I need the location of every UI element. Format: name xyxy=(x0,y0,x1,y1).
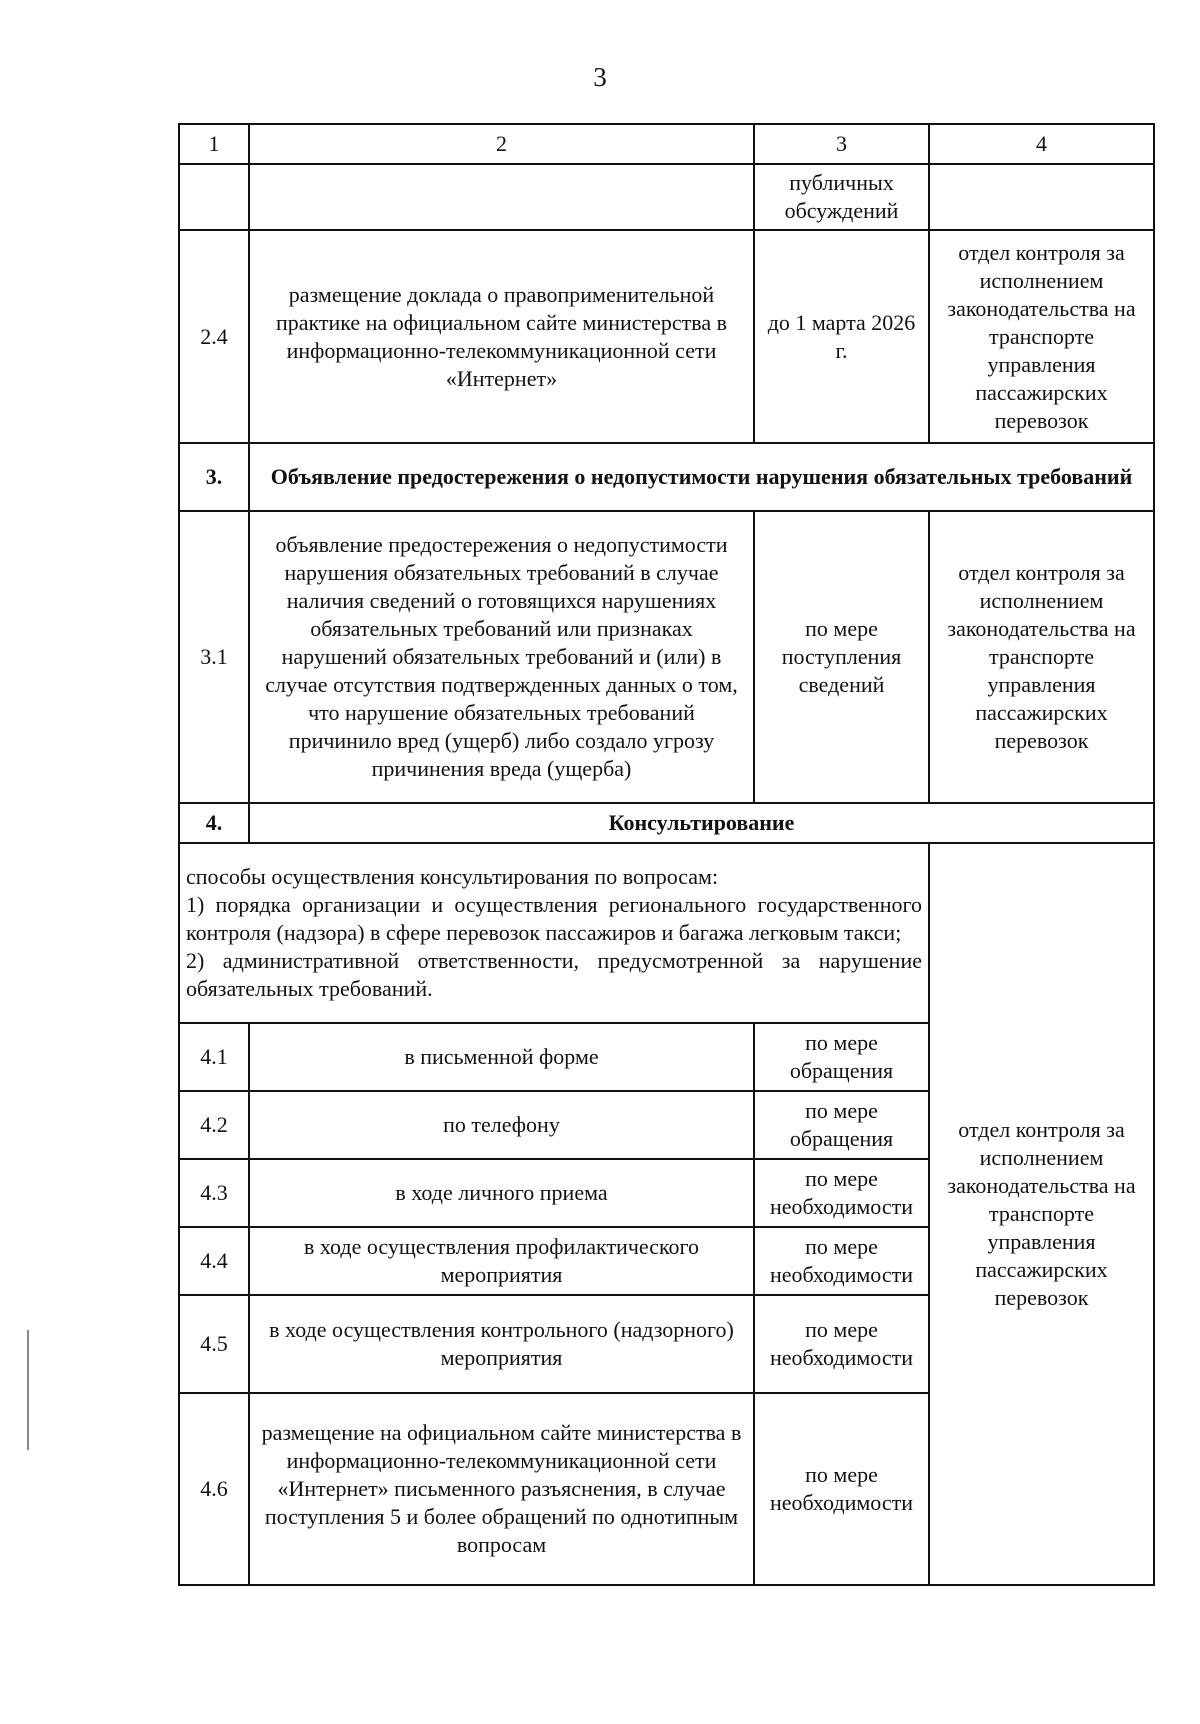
section-title: Объявление предостережения о недопустимости нарушения обязательных требований xyxy=(249,443,1154,511)
cont-resp-cell xyxy=(929,164,1154,230)
row-number: 3.1 xyxy=(179,511,249,803)
row-term: по мере необходимости xyxy=(754,1393,929,1585)
row-number: 4.1 xyxy=(179,1023,249,1091)
consultation-responsible: отдел контроля за исполнением законодательства на транспорте управления пассажирских перевозок xyxy=(929,843,1154,1585)
header-col-2: 2 xyxy=(249,124,754,164)
section-header-row xyxy=(179,443,1154,511)
cont-num-cell xyxy=(179,164,249,230)
row-number: 4.3 xyxy=(179,1159,249,1227)
row-term: по мере поступления сведений xyxy=(754,511,929,803)
row-term: по мере необходимости xyxy=(754,1227,929,1295)
table-row xyxy=(179,230,1154,443)
row-activity: в ходе осуществления профилактического мероприятия xyxy=(249,1227,754,1295)
plan-table xyxy=(178,123,1155,1586)
row-number: 4.6 xyxy=(179,1393,249,1585)
row-number: 4.5 xyxy=(179,1295,249,1393)
row-number: 4.4 xyxy=(179,1227,249,1295)
section-number: 3. xyxy=(179,443,249,511)
row-term: по мере обращения xyxy=(754,1091,929,1159)
page-number: 3 xyxy=(593,62,607,92)
row-term: до 1 марта 2026 г. xyxy=(754,230,929,443)
row-term: по мере необходимости xyxy=(754,1295,929,1393)
header-col-4: 4 xyxy=(929,124,1154,164)
row-activity: в письменной форме xyxy=(249,1023,754,1091)
header-col-3: 3 xyxy=(754,124,929,164)
row-number: 4.2 xyxy=(179,1091,249,1159)
row-activity: по телефону xyxy=(249,1091,754,1159)
table-row xyxy=(179,511,1154,803)
consultation-intro: способы осуществления консультирования по вопросам: 1) порядка организации и осуществления регионального государственного контроля (надзора) в сфере перевозок пассажиров и багажа легковым такси; 2) административной ответственности, предусмотренной за нарушение обязательных требований. xyxy=(179,843,929,1023)
cont-text-cell xyxy=(249,164,754,230)
row-term: по мере необходимости xyxy=(754,1159,929,1227)
scan-artifact-line xyxy=(27,1330,29,1450)
section-header-row xyxy=(179,803,1154,843)
row-responsible: отдел контроля за исполнением законодательства на транспорте управления пассажирских перевозок xyxy=(929,230,1154,443)
row-term: по мере обращения xyxy=(754,1023,929,1091)
continuation-row xyxy=(179,164,1154,230)
row-activity: в ходе осуществления контрольного (надзорного) мероприятия xyxy=(249,1295,754,1393)
row-number: 2.4 xyxy=(179,230,249,443)
cont-term-cell: публичных обсуждений xyxy=(754,164,929,230)
header-col-1: 1 xyxy=(179,124,249,164)
section-title: Консультирование xyxy=(249,803,1154,843)
row-activity: размещение на официальном сайте министерства в информационно-телекоммуникационной сети «Интернет» письменного разъяснения, в случае поступления 5 и более обращений по однотипным вопросам xyxy=(249,1393,754,1585)
row-activity: в ходе личного приема xyxy=(249,1159,754,1227)
row-responsible: отдел контроля за исполнением законодательства на транспорте управления пассажирских перевозок xyxy=(929,511,1154,803)
section-number: 4. xyxy=(179,803,249,843)
row-activity: объявление предостережения о недопустимости нарушения обязательных требований в случае наличия сведений о готовящихся нарушениях обязательных требований или признаках нарушений обязательных требований и (или) в случае отсутствия подтвержденных данных о том, что нарушение обязательных требований причинило вред (ущерб) либо создало угрозу причинения вреда (ущерба) xyxy=(249,511,754,803)
header-row xyxy=(179,124,1154,164)
intro-row xyxy=(179,843,1154,1023)
row-activity: размещение доклада о правоприменительной практике на официальном сайте министерства в информационно-телекоммуникационной сети «Интернет» xyxy=(249,230,754,443)
